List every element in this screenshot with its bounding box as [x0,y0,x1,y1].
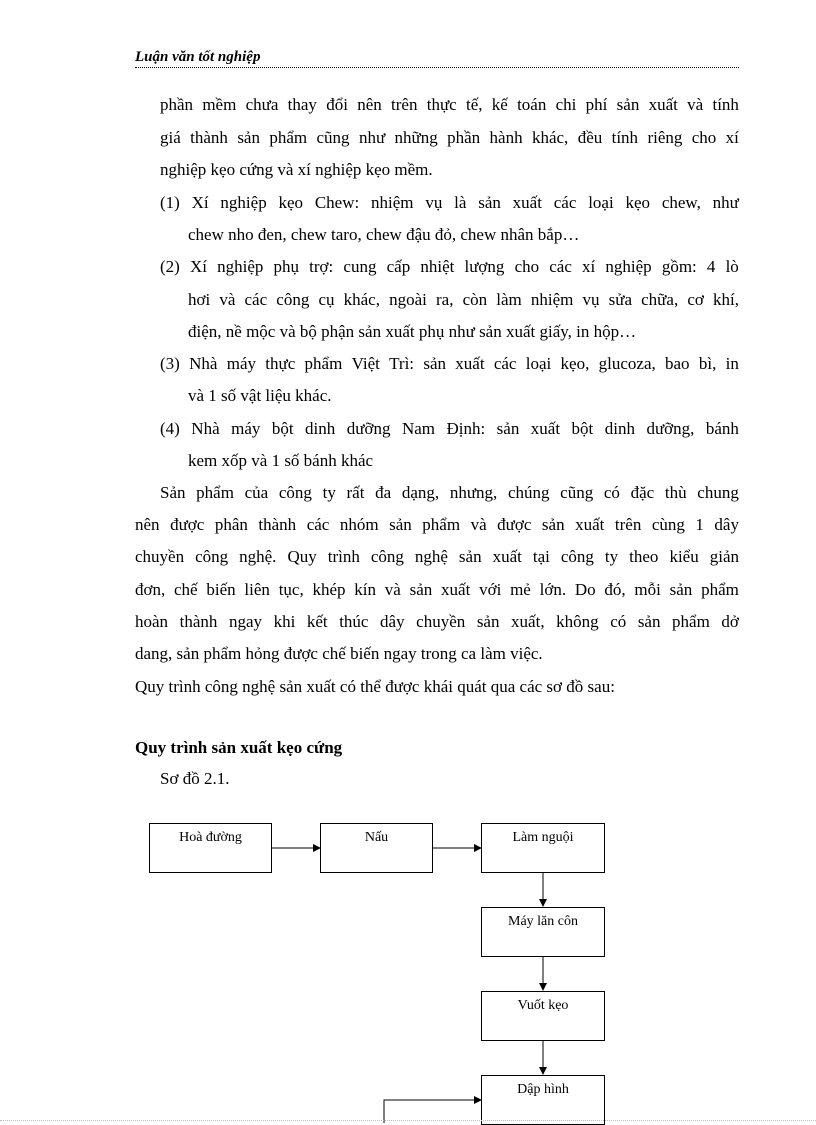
word: chi [555,95,577,114]
word: xí [725,128,739,147]
word: với [479,580,502,599]
word: phẩm [196,483,234,502]
word: phần [160,95,194,114]
word: công [370,547,404,566]
word: kế [491,95,508,114]
word: dưỡng [346,419,391,438]
word: và [384,580,401,599]
word: dinh [305,419,336,438]
word: ty [322,483,336,502]
word: xuất [648,95,678,114]
list-item-2-cont: điện, nề mộc và bộ phận sản xuất phụ như sản xuất giấy, in hộp… [188,322,637,341]
word: công [560,547,594,566]
section-heading: Quy trình sản xuất kẹo cứng [135,738,343,757]
word: bột [571,419,594,438]
list-item-1-cont: chew nho đen, chew taro, chew đậu đỏ, chew nhân bắp… [188,225,580,244]
word: lò [725,257,739,276]
word: mỗi [634,580,661,599]
word: đa [375,483,392,502]
word: có [610,612,627,631]
word: loại [588,193,614,212]
word: nhưng, [449,483,498,502]
word: nhiệm [371,193,414,212]
word: nên [357,95,382,114]
word: thúc [339,612,369,631]
word: 4 [706,257,716,276]
word: sửa [608,290,633,309]
word: đều [577,128,603,147]
word: trên [614,515,642,534]
word: máy [231,419,261,438]
word: nghiệp [220,193,267,212]
word: loại [525,354,552,373]
word: sản [616,95,640,114]
word: cũng [316,128,350,147]
box-nau: Nấu [320,823,433,873]
word: Nhà [189,354,218,373]
word: dạng, [401,483,440,502]
word: các [553,193,577,212]
word: bánh [705,419,739,438]
word: Quy [287,547,317,566]
word: xuất [530,419,561,438]
word: Trì: [389,354,415,373]
word: (1) [160,193,180,212]
word: khác, [343,290,380,309]
word: đổi [326,95,348,114]
word: được [170,515,205,534]
word: phẩm [422,515,461,534]
word: cho [514,257,540,276]
word: là [454,193,467,212]
word: xuất [492,547,522,566]
word: trợ: [309,257,334,276]
word: làm [496,290,522,309]
word: công [195,547,229,566]
word: được [497,515,532,534]
word: kín [354,580,377,599]
word: vụ [582,290,600,309]
word: ngay [228,612,262,631]
word: công [276,290,310,309]
word: tính [611,128,639,147]
word: máy [226,354,256,373]
word: khép [312,580,346,599]
word: mẻ [510,580,531,599]
word: thù [664,483,687,502]
word: Xí [189,257,207,276]
word: cấp [386,257,411,276]
word: khác, [531,128,569,147]
word: thành [190,128,228,147]
word: sản [476,612,500,631]
word: chew, [661,193,701,212]
word: chế [174,580,198,599]
body-line: dang, sản phẩm hỏng được chế biến ngay trong ca làm việc. [135,644,543,663]
word: bột [271,419,294,438]
word: các [306,515,330,534]
word: tính [712,95,739,114]
word: tế, [465,95,483,114]
word: lớn. [539,580,567,599]
word: nhiệm [530,290,574,309]
word: xuất [455,354,485,373]
word: Định: [446,419,486,438]
word: sản [496,419,520,438]
word: kiểu [669,547,699,566]
word: sản [637,612,661,631]
word: nên [135,515,160,534]
word: bao [665,354,690,373]
word: bì, [698,354,717,373]
word: sản [478,193,501,212]
body-line: Quy trình công nghệ sản xuất có thể được khái quát qua các sơ đồ sau: [135,677,615,696]
word: nghiệp [217,257,264,276]
word: giá [160,128,181,147]
word: thực [265,354,296,373]
word: chung [697,483,739,502]
body-line: nghiệp kẹo cứng và xí nghiệp kẹo mềm. [160,160,433,179]
word: phẩm [701,580,739,599]
word: khi [273,612,296,631]
word: những [394,128,438,147]
word: Nam [401,419,435,438]
word: phẩm [269,128,308,147]
box-dap-hinh: Dập hình [481,1075,605,1125]
word: sản [669,580,693,599]
word: trình [327,547,360,566]
word: rất [346,483,365,502]
word: cũng [560,483,594,502]
word: phẩm [304,354,343,373]
page-bottom-rule [0,1120,816,1121]
word: Việt [351,354,380,373]
word: cụ [318,290,335,309]
word: các [493,354,517,373]
word: thay [287,95,317,114]
word: ngoài [389,290,427,309]
word: (3) [160,354,180,373]
word: thực [426,95,457,114]
word: hơi [188,290,211,309]
word: còn [462,290,488,309]
word: gồm: [661,257,697,276]
word: biến [206,580,236,599]
word: tại [532,547,550,566]
word: thành [258,515,297,534]
word: các [244,290,268,309]
word: Nhà [191,419,220,438]
word: sản [423,354,446,373]
word: kẹo, [560,354,590,373]
word: của [244,483,269,502]
word: sản [389,515,412,534]
word: trên [391,95,418,114]
word: nghệ. [239,547,277,566]
word: xuất [512,193,542,212]
box-vuot-keo: Vuốt kẹo [481,991,605,1041]
word: công [278,483,312,502]
word: riêng [647,128,683,147]
word: dinh [604,419,635,438]
box-hoa-duong: Hoà đường [149,823,272,873]
running-header: Luận văn tốt nghiệp [135,48,739,68]
word: khí, [713,290,739,309]
word: phụ [273,257,300,276]
word: phân [214,515,248,534]
word: ty [604,547,619,566]
word: sản [237,128,260,147]
word: sản [458,547,482,566]
word: nghệ [414,547,448,566]
word: (2) [160,257,180,276]
word: đặc [630,483,655,502]
box-lam-nguoi: Làm nguội [481,823,605,873]
word: thành [179,612,218,631]
list-item-3-cont: và 1 số vật liệu khác. [188,386,332,405]
word: xuất [441,580,471,599]
word: sản [541,515,565,534]
word: Chew: [314,193,360,212]
word: có [603,483,620,502]
word: kẹo [278,193,304,212]
word: chữa, [641,290,679,309]
word: dây [380,612,405,631]
word: kết [306,612,328,631]
word: toán [517,95,547,114]
word: như [358,128,386,147]
word: tục, [278,580,304,599]
word: dở [721,612,739,631]
word: cơ [687,290,704,309]
word: chưa [245,95,279,114]
word: chuyền [135,547,185,566]
word: và [687,95,704,114]
word: dưỡng, [646,419,695,438]
word: và [470,515,487,534]
word: mềm [202,95,237,114]
word: các [549,257,572,276]
word: chuyền [416,612,466,631]
word: phí [585,95,608,114]
word: cho [691,128,717,147]
word: liên [244,580,270,599]
word: Do [574,580,596,599]
word: xuất [575,515,605,534]
list-item-4-cont: kem xốp và 1 số bánh khác [188,451,374,470]
word: glucoza, [598,354,656,373]
word: in [725,354,739,373]
word: ra, [436,290,454,309]
word: hành [489,128,523,147]
word: chúng [507,483,550,502]
word: lượng [464,257,505,276]
word: nhóm [339,515,379,534]
word: giản [709,547,739,566]
word: dây [714,515,739,534]
word: phần [447,128,481,147]
word: (4) [160,419,180,438]
diagram-caption: Sơ đồ 2.1. [160,769,230,788]
word: cung [343,257,377,276]
word: như [712,193,739,212]
word: sản [409,580,433,599]
word: cùng [651,515,685,534]
word: xuất, [511,612,545,631]
word: nhiệt [420,257,455,276]
word: không [556,612,599,631]
word: và [219,290,236,309]
word: vụ [425,193,443,212]
word: 1 [695,515,704,534]
box-may-lan-con: Máy lăn côn [481,907,605,957]
word: phẩm [672,612,710,631]
word: nghiệp [605,257,652,276]
word: kẹo [625,193,651,212]
word: xí [582,257,596,276]
word: Sản [160,483,186,502]
word: Xí [191,193,209,212]
word: đó, [604,580,626,599]
word: theo [629,547,659,566]
word: hoàn [135,612,169,631]
word: đơn, [135,580,166,599]
